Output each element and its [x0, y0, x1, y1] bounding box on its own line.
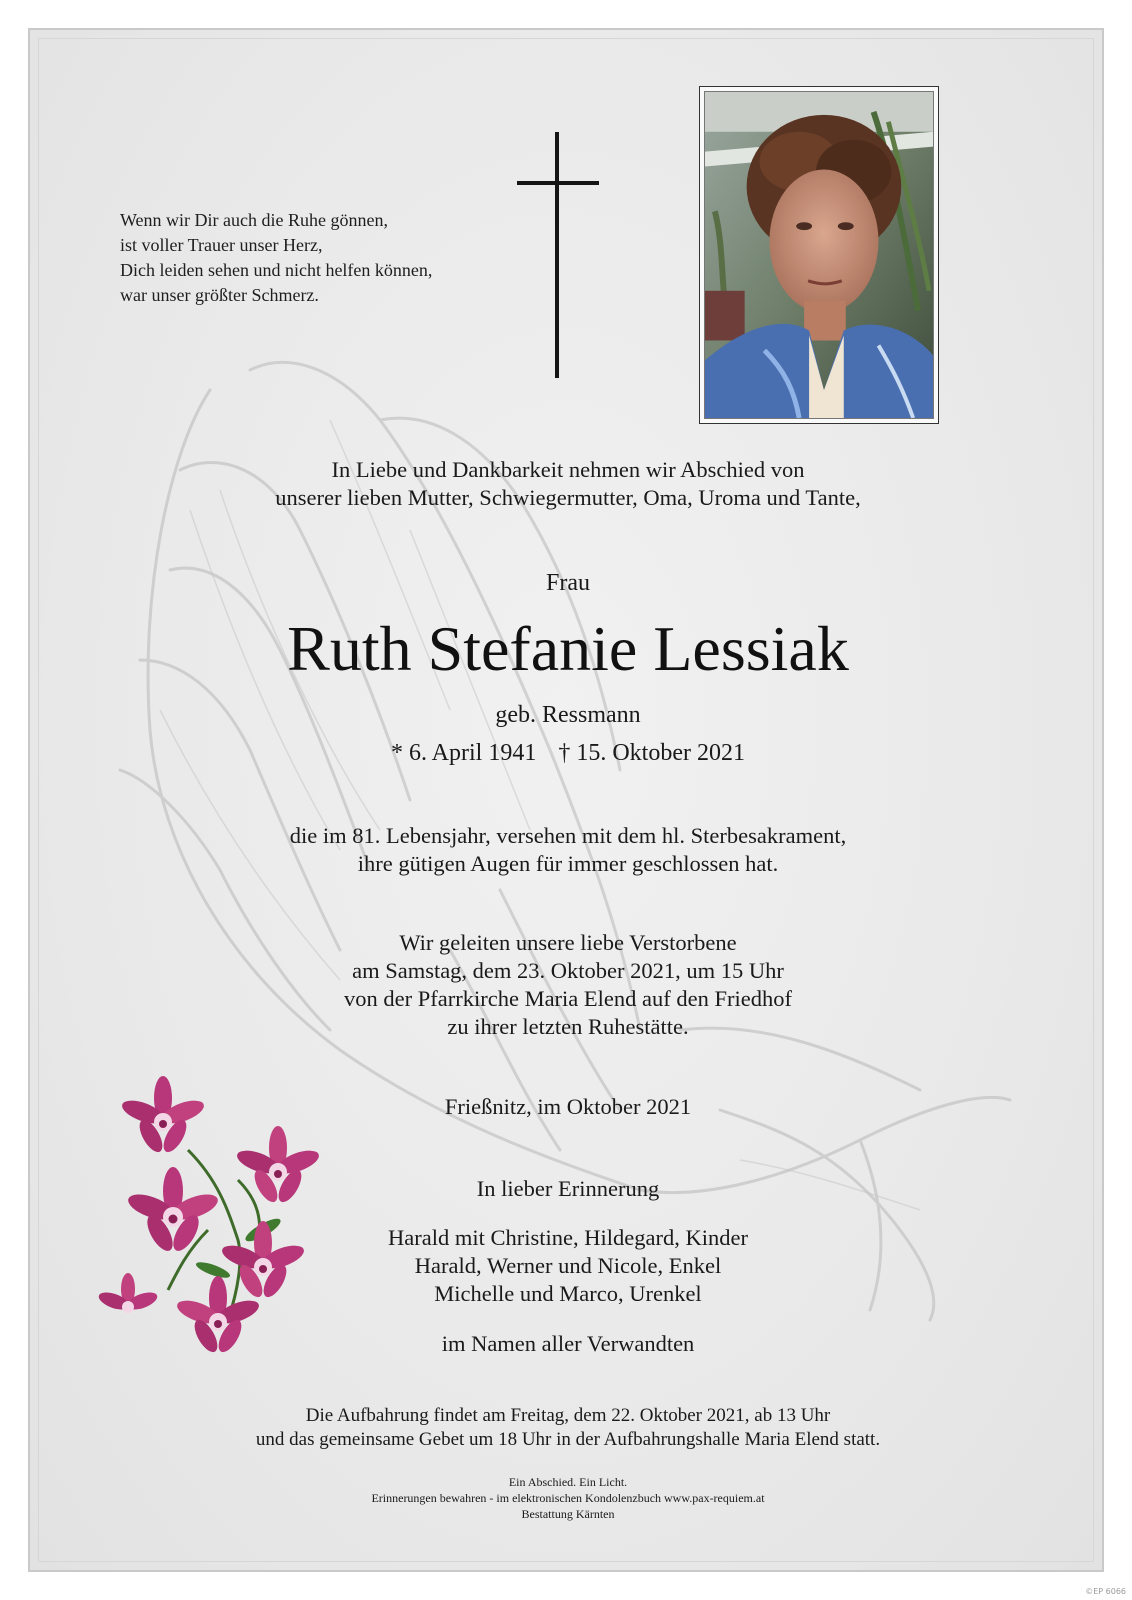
- passing-text: [30, 822, 1104, 878]
- poem: [120, 208, 540, 308]
- passing-line: ihre gütigen Augen für immer geschlossen hat.: [357, 851, 779, 876]
- intro: [30, 456, 1104, 512]
- passing-line: die im 81. Lebensjahr, versehen mit dem hl. Sterbesakrament,: [289, 823, 847, 848]
- relatives: im Namen aller Verwandten: [441, 1331, 695, 1356]
- funeral-details: [30, 929, 1104, 1041]
- life-dates: [30, 738, 1104, 768]
- intro-line: In Liebe und Dankbarkeit nehmen wir Abschied von: [331, 457, 805, 482]
- viewing-line: Die Aufbahrung findet am Freitag, dem 22. Oktober 2021, ab 13 Uhr: [305, 1405, 831, 1426]
- birth-date: * 6. April 1941: [391, 740, 537, 766]
- cross-icon: [517, 132, 599, 378]
- mourner-line: Harald, Werner und Nicole, Enkel: [414, 1253, 722, 1278]
- viewing-line: und das gemeinsame Gebet um 18 Uhr in der Aufbahrungshalle Maria Elend statt.: [255, 1429, 881, 1450]
- footer-line: Ein Abschied. Ein Licht.: [508, 1475, 628, 1489]
- poem-line: war unser größter Schmerz.: [120, 285, 319, 305]
- poem-line: Wenn wir Dir auch die Ruhe gönnen,: [120, 210, 388, 230]
- intro-line: unserer lieben Mutter, Schwiegermutter, Oma, Uroma und Tante,: [275, 485, 861, 510]
- obituary-card: [28, 28, 1104, 1572]
- funeral-line: von der Pfarrkirche Maria Elend auf den Friedhof: [344, 986, 792, 1011]
- funeral-line: am Samstag, dem 23. Oktober 2021, um 15 Uhr: [352, 958, 784, 983]
- footer: [30, 1474, 1104, 1522]
- copyright: ©EP 6066: [1085, 1587, 1126, 1596]
- place-date: Frießnitz, im Oktober 2021: [444, 1094, 692, 1119]
- funeral-line: zu ihrer letzten Ruhestätte.: [447, 1014, 689, 1039]
- deceased-name: Ruth Stefanie Lessiak: [287, 613, 849, 684]
- poem-line: ist voller Trauer unser Herz,: [120, 235, 323, 255]
- viewing-details: [30, 1404, 1104, 1452]
- portrait-photo: [699, 86, 939, 424]
- poem-line: Dich leiden sehen und nicht helfen können,: [120, 260, 433, 280]
- footer-line: Erinnerungen bewahren - im elektronischen Kondolenzbuch www.pax-requiem.at: [371, 1491, 765, 1505]
- funeral-line: Wir geleiten unsere liebe Verstorbene: [399, 930, 737, 955]
- salutation: Frau: [546, 570, 590, 596]
- portrait-image: [705, 92, 933, 418]
- maiden-name: geb. Ressmann: [495, 702, 641, 728]
- memory-heading: In lieber Erinnerung: [476, 1176, 660, 1201]
- orchid-icon: [88, 1070, 338, 1370]
- footer-line: Bestattung Kärnten: [521, 1507, 615, 1521]
- mourner-line: Harald mit Christine, Hildegard, Kinder: [388, 1225, 748, 1250]
- mourner-line: Michelle und Marco, Urenkel: [434, 1281, 702, 1306]
- death-date: † 15. Oktober 2021: [558, 740, 745, 766]
